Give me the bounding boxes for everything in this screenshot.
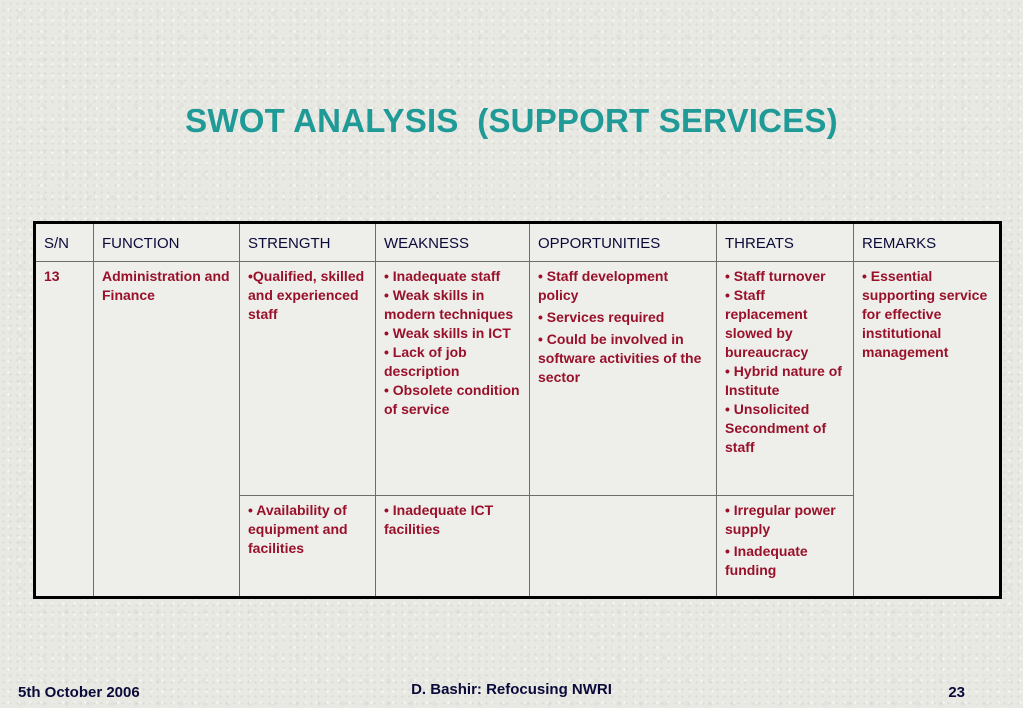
cell-sn: 13 (35, 262, 94, 598)
weakness-item: • Lack of job description (384, 344, 467, 379)
slide-title: SWOT ANALYSIS (SUPPORT SERVICES) (185, 102, 838, 139)
cell-function: Administration and Finance (94, 262, 240, 598)
cell-weakness (376, 496, 530, 598)
threat-item: • Staff turnover (725, 268, 826, 284)
header-weakness: WEAKNESS (376, 223, 530, 262)
opportunity-item: • Services required (538, 309, 665, 325)
weakness-item: • Obsolete condition of service (384, 382, 520, 417)
remark-item: • Essential supporting service for effective institutional management (862, 268, 988, 360)
footer-author-title: D. Bashir: Refocusing NWRI (411, 681, 612, 698)
threat-item: • Unsolicited Secondment of staff (725, 401, 827, 455)
cell-opportunities (530, 496, 717, 598)
swot-table (33, 221, 1002, 599)
header-sn: S/N (35, 223, 94, 262)
threat-item: • Staff replacement slowed by bureaucracy (725, 287, 809, 360)
header-opportunities: OPPORTUNITIES (530, 223, 717, 262)
strength-item: •Qualified, skilled and experienced staff (248, 268, 365, 322)
table-row (35, 262, 1001, 496)
weakness-item: • Weak skills in ICT (384, 325, 511, 341)
cell-threats (717, 496, 854, 598)
cell-weakness (376, 262, 530, 496)
header-threats: THREATS (717, 223, 854, 262)
threat-item: • Inadequate funding (725, 543, 808, 578)
weakness-item: • Weak skills in modern techniques (384, 287, 514, 322)
page-number: 23 (948, 684, 965, 701)
weakness-item: • Inadequate staff (384, 268, 501, 284)
header-remarks: REMARKS (854, 223, 1001, 262)
cell-remarks (854, 262, 1001, 598)
cell-strength (240, 262, 376, 496)
opportunity-item: • Could be involved in software activities of the sector (538, 331, 702, 385)
header-function: FUNCTION (94, 223, 240, 262)
cell-opportunities (530, 262, 717, 496)
threat-item: • Irregular power supply (725, 502, 836, 537)
threat-item: • Hybrid nature of Institute (725, 363, 842, 398)
opportunity-item: • Staff development policy (538, 268, 669, 303)
cell-strength (240, 496, 376, 598)
strength-item: • Availability of equipment and facilities (248, 502, 348, 556)
weakness-item: • Inadequate ICT facilities (384, 502, 494, 537)
footer-date: 5th October 2006 (18, 684, 140, 701)
header-row (35, 223, 1001, 262)
cell-threats (717, 262, 854, 496)
header-strength: STRENGTH (240, 223, 376, 262)
